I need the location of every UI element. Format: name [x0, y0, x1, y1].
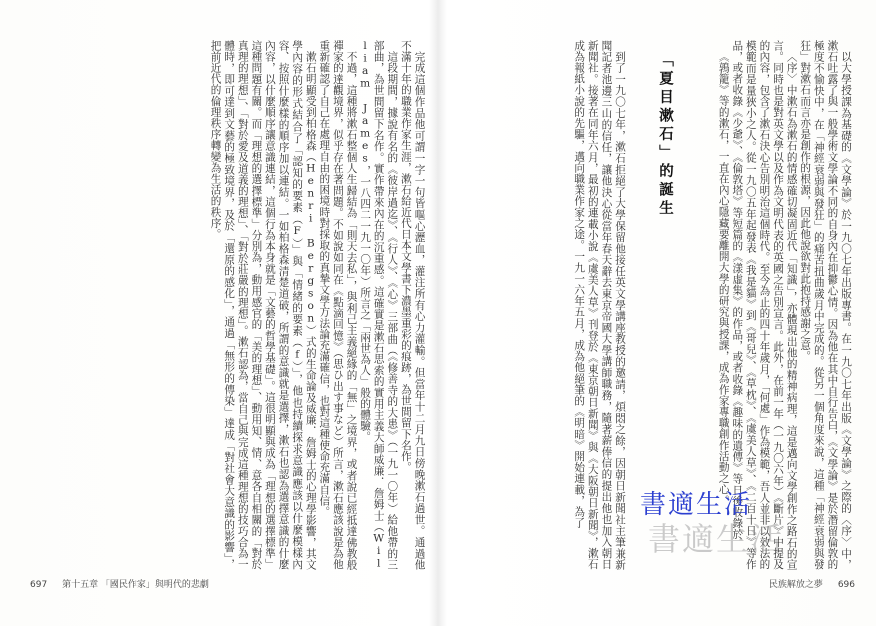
- right-page-text-before-heading: [682, 40, 852, 570]
- watermark-bottom-text: 書適生活: [648, 520, 785, 558]
- right-page-text-after-heading: [476, 40, 626, 570]
- left-paragraph-3: 不過，這種將漱石整個人生歸結為「則天去私」，與利己主義絕緣的「無」之境界，或者說已經抵達佛教般禪家的達觀境界，似乎存在著問題。不如說如同在《點滴回憶》（思ひ出す事など）所言，漱石應該說是為他重新確認了自己在處理自由的困境時對採取的真摯文學方法論充滿確信，也對這種使命充滿自信。: [318, 40, 358, 570]
- left-page-text: [208, 40, 426, 570]
- right-footer: [445, 577, 855, 590]
- right-page: [454, 40, 858, 586]
- left-page: [208, 40, 432, 586]
- left-footer: [30, 577, 430, 590]
- section-heading: 「夏目漱石」的誕生: [657, 52, 673, 219]
- right-page-number: 696: [837, 580, 855, 590]
- watermark-top-text: 書適生活: [640, 490, 753, 520]
- left-paragraph-4: 漱石明顯受到柏格森（Henri Bergson）式的生命論及威廉．詹姆士的心理學影響，其文學內容的形式結合了「認知的要素（F）」與「情緒的要素（f）」，他也持續探求意識應該以什麼模樣內容、按照什麼樣的順序加以連結。一如柏格森清楚道破，所謂的意識就是選擇，漱石也認為選擇意識的什麼內容，以什麼順序讓意識連結，這個行為本身就是「文藝的哲學基礎」。這很明顯與成為「理想的選擇標準」這種問題有關。而「理想的選擇標準」分別為，動用感官的「美的理想」、動用知、情、意各自相關的「對於真理的理想」、「對於愛及道義的理想」、「對於莊嚴的理想」。漱石認為，當自己與完成這種理想的技巧合為一體時，即可達到文藝的極致境界，及於「還原的感化」，通過「無形的傳染」達成「對社會大意識的影響」，把前近代的倫理秩序轉變為生活的秩序。: [209, 40, 317, 570]
- left-page-number: 697: [30, 580, 48, 590]
- left-running-head: 第十五章 「國民作家」與明代的悲劇: [62, 580, 209, 590]
- right-paragraph-3: 《鶉籠》等的漱石，一直在內心隱藏要離開大學的研究與授課，成為作家專職創作活動之心。: [717, 50, 730, 506]
- right-paragraph-4: 到了一九〇七年，漱石拒絕了大學保留他接任英文學講座教授的邀請，煩悶之餘，因朝日新聞社主筆兼新聞記者池邊三山的信任，讓他決心從當年春天辭去東京帝國大學講師職務，隨著薪俸信的提出他也加入朝日新聞社。接著在同年六月，最初的連載小說《虞美人草》刊登於《東京朝日新聞》與《大阪朝日新聞》，漱石成為報紙小說的先驅，邁向職業作家之途。一九一六年五月，成為他絕筆的《明暗》開始連載，為了: [573, 40, 626, 570]
- right-running-head: 民族解放之夢: [768, 580, 823, 590]
- left-paragraph-1: 完成這個作品他可謂一字一句皆嘔心瀝血，灌注所有心力灌輸。但當年十二月九日傍晚漱石過世。通過他不滿十年的職業作家生涯，漱石給近代日本文學書下濃墨重彩的痕跡，為世間留下名作。: [399, 40, 426, 570]
- left-paragraph-2: 這段期間，據說有名的《彼岸過迄》、《行人》、《心》三部曲（《修善寺的大患》（一九一〇年）給他帶的三部曲，為世間留下名作。實作帶來內在的沉重感。這確實是漱石思索的實用主義大師威廉．詹姆士（William James，一八四二一九一〇年）所言之「兩世為人」般的體驗。: [359, 40, 399, 570]
- right-paragraph-1: 以大學授課為基礎的《文學論》於一九〇七年出版專書。在一九〇七年出版《文學論》之際的〈序〉中，漱石吐露了與一般學術文學論不同的自身內在抑鬱心情。因為他在其中自行告白，《文學論》是於潛留倫敦的極度不愉快中，在「神經衰弱與發狂」的痛苦扭曲歲月中完成的。從另一個角度來說，這種「神經衰弱與發狂」對漱石而言亦是創作的根源，因此他說欲對此抱持感謝之意。: [799, 40, 852, 570]
- right-paragraph-2: 〈序〉中漱石為漱石的情感確切凝固近代「知識」，亦體現出他的精神病理，這是邁向文學創作之路石的宣言。同時也是對英文學以及作為文明代表的英國之告別宣言。此外，在前一年（一九〇六年）《斷片》中提及的內容，包含了漱石決心告別明治這個時代。至今為止的四十年歲月，「何處」作為模範，吾人並非以效法的模範而是量狹小之人。從一九〇五年起發表《我是貓》到《哥兒》、《草枕》、《虞美人草》、《二百十日》等作品，或者收錄《少爺》、《倫敦塔》等短篇的《漾虛集》的作品，或者收錄《趣味的遺傳》等日後收錄於: [731, 40, 798, 570]
